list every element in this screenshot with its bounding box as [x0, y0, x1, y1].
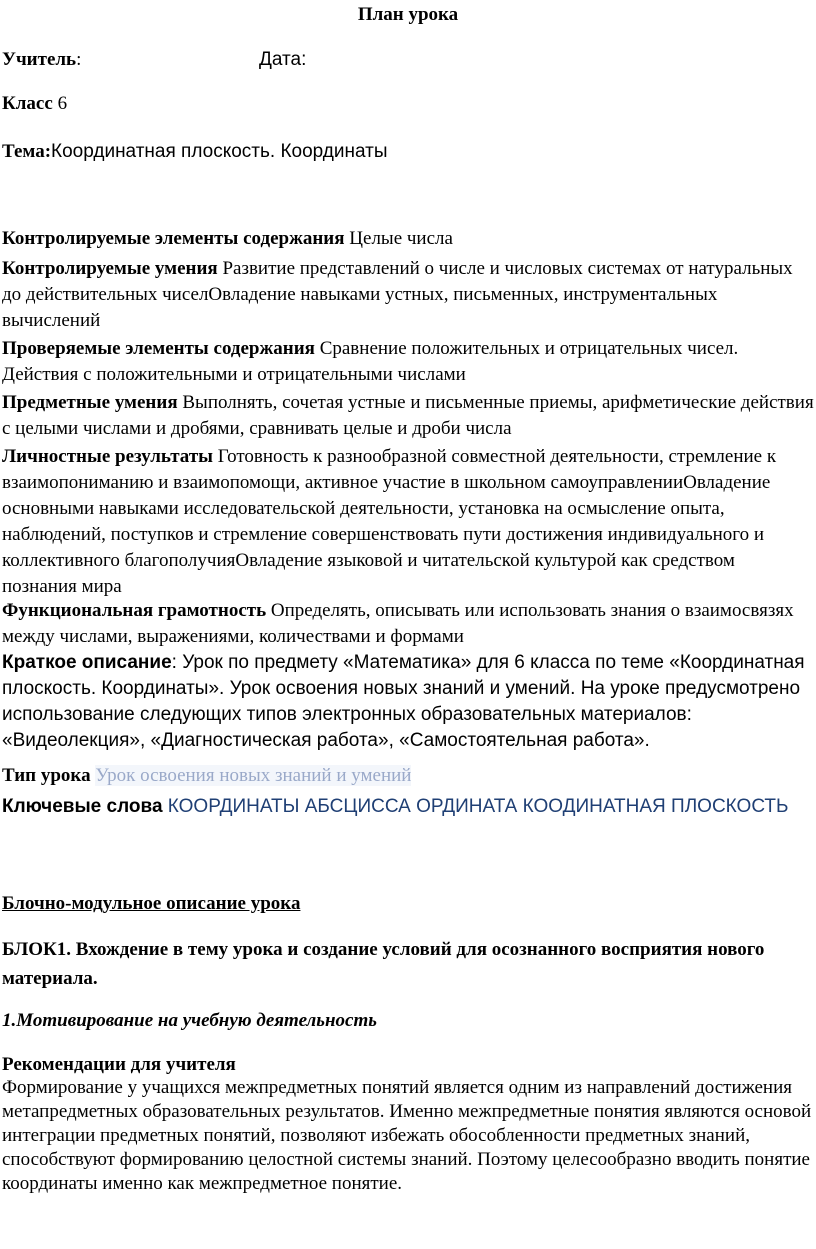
short-description: [2, 650, 814, 754]
step1-title: 1.Мотивирование на учебную деятельность: [2, 1010, 377, 1031]
personal-results-value: Готовность к разнообразной совместной деятельности, стремление к взаимопониманию и взаимопомощи, активное участие в школьном самоуправленииОвладение основными навыками исследовательской деятельности, установка на осмысление опыта, наблюдений, поступков и стремление совершенствовать пути достижения индивидуального и коллективного благополучияОвладение языковой и читательской культурой как средством познания мира: [2, 446, 777, 597]
subject-skills-label: Предметные умения: [2, 392, 178, 413]
functional-literacy-value: Определять, описывать или использовать знания о взаимосвязях между числами, выражениями, количествами и формами: [2, 600, 794, 647]
controlled-content: [2, 228, 453, 250]
controlled-content-label: Контролируемые элементы содержания: [2, 228, 345, 249]
class-label: Класс: [2, 93, 53, 114]
lesson-type: [2, 765, 411, 787]
keywords: [2, 794, 814, 820]
topic-field: [2, 141, 387, 163]
block-description-heading: Блочно-модульное описание урока: [2, 893, 301, 914]
teacher-field: [2, 49, 81, 71]
personal-results: [2, 444, 814, 600]
topic-label: Тема:: [2, 141, 52, 162]
block1-title: БЛОК1. Вхождение в тему урока и создание условий для осознанного восприятия нового материала.: [2, 939, 765, 989]
class-field: [2, 93, 67, 115]
short-description-label: Краткое описание: [2, 652, 172, 673]
checked-content: [2, 336, 814, 388]
teacher-label: Учитель: [2, 49, 77, 70]
keywords-label: Ключевые слова: [2, 796, 163, 817]
controlled-skills: [2, 256, 814, 334]
topic-value: Координатная плоскость. Координаты: [51, 141, 388, 162]
recommendations-label: Рекомендации для учителя: [2, 1054, 236, 1075]
class-value: 6: [57, 93, 68, 114]
checked-content-label: Проверяемые элементы содержания: [2, 338, 315, 359]
checked-content-value: Сравнение положительных и отрицательных чисел. Действия с положительными и отрицательными числами: [2, 338, 739, 385]
functional-literacy: [2, 598, 814, 650]
functional-literacy-label: Функциональная грамотность: [2, 600, 267, 621]
subject-skills: [2, 390, 814, 442]
controlled-skills-label: Контролируемые умения: [2, 258, 218, 279]
controlled-skills-value: Развитие представлений о числе и числовых системах от натуральных до действительных чиселОвладение навыками устных, письменных, инструментальных вычислений: [2, 258, 793, 331]
short-description-value: : Урок по предмету «Математика» для 6 класса по теме «Координатная плоскость. Координаты». Урок освоения новых знаний и умений. На уроке предусмотрено использование следующих типов электронных образовательных материалов: «Видеолекция», «Диагностическая работа», «Самостоятельная работа».: [2, 652, 805, 751]
subject-skills-value: Выполнять, сочетая устные и письменные приемы, арифметические действия с целыми числами и дробями, сравнивать целые и дроби числа: [2, 392, 814, 439]
controlled-content-value: Целые числа: [349, 228, 453, 249]
recommendations-text: Формирование у учащихся межпредметных понятий является одним из направлений достижения метапредметных образовательных результатов. Именно межпредметные понятия являются основой интеграции предметных понятий, позволяют избежать обособленности предметных знаний, способствуют формированию целостной системы знаний. Поэтому целесообразно вводить понятие координаты именно как межпредметное понятие.: [2, 1077, 812, 1194]
teacher-colon: :: [76, 49, 82, 70]
personal-results-label: Личностные результаты: [2, 446, 213, 467]
lesson-type-value: Урок освоения новых знаний и умений: [95, 765, 412, 786]
lesson-type-label: Тип урока: [2, 765, 91, 786]
date-label: Дата:: [259, 49, 307, 70]
keywords-value: КООРДИНАТЫ АБСЦИССА ОРДИНАТА КООДИНАТНАЯ ПЛОСКОСТЬ: [167, 796, 789, 817]
page-title: План урока: [357, 4, 459, 25]
